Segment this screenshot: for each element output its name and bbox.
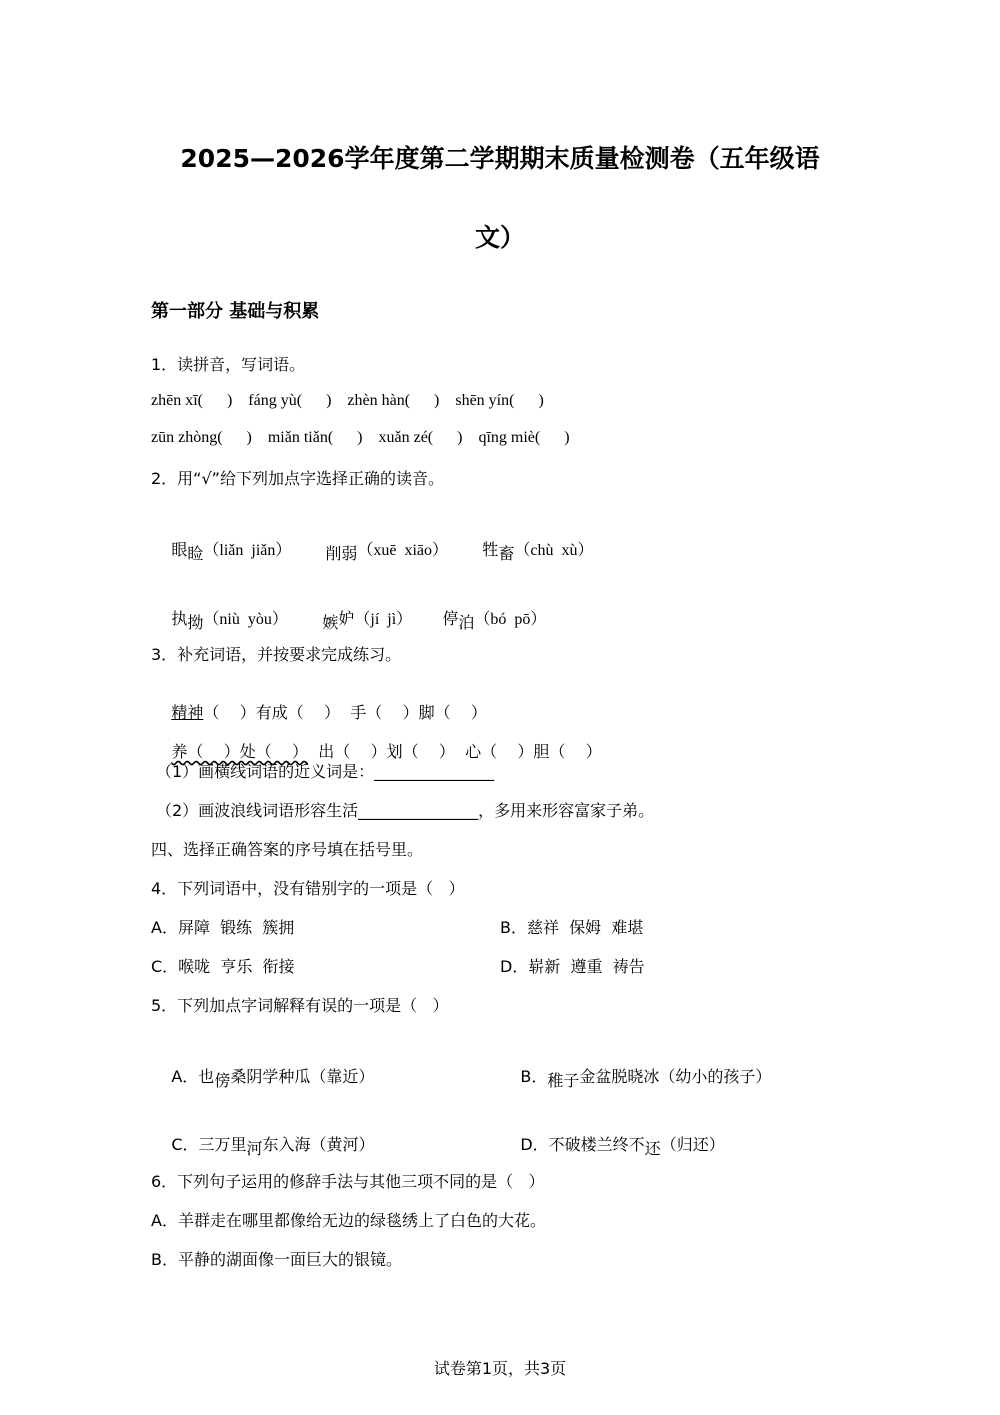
option-text: A．也	[171, 1067, 215, 1086]
option-text: 金盆脱晓冰（幼小的孩子）	[579, 1067, 772, 1086]
item-word-char: 眼	[171, 540, 188, 559]
item-word-char: 执	[171, 609, 188, 628]
question-1-stem: 1．读拼音，写词语。	[151, 355, 306, 374]
item-word-char: 削	[325, 544, 342, 563]
dotted-char: 泊	[458, 613, 475, 632]
question-4-option-b: B．慈祥 保姆 难堪	[500, 918, 644, 937]
pinyin-choices: （niù yòu）	[203, 611, 288, 628]
question-1-pinyin-row1: zhēn xī( ) fáng yù( ) zhèn hàn( ) shēn yín( )	[151, 392, 544, 409]
question-2-item	[151, 587, 288, 648]
question-4-option-c: C．喉咙 亨乐 衔接	[151, 957, 295, 976]
question-4-option-d: D．崭新 遵重 祷告	[500, 957, 645, 976]
option-text: C．三万里	[171, 1135, 247, 1154]
idiom-blanks: （ ）有成（ ） 手（ ）脚（ ）	[203, 703, 487, 722]
question-5-option-d	[500, 1113, 725, 1174]
question-6-stem: 6．下列句子运用的修辞手法与其他三项不同的是（ ）	[151, 1172, 545, 1191]
question-3-stem: 3．补充词语，并按要求完成练习。	[151, 645, 402, 664]
pinyin-choices: （xuē xiāo）	[357, 542, 449, 559]
question-2-item	[462, 518, 593, 579]
pinyin-choices: （bó pō）	[474, 611, 547, 628]
dotted-char: 拗	[187, 613, 204, 632]
pinyin-choices: （liǎn jiǎn）	[203, 542, 292, 559]
page-footer: 试卷第1页，共3页	[433, 1359, 567, 1378]
question-4-option-a: A．屏障 锻练 簇拥	[151, 918, 295, 937]
dotted-char: 畜	[498, 544, 515, 563]
option-text: D．不破楼兰终不	[520, 1135, 645, 1154]
question-2-item	[302, 587, 412, 648]
question-5-stem: 5．下列加点字词解释有误的一项是（ ）	[151, 996, 449, 1015]
dotted-char: 还	[644, 1139, 661, 1158]
item-word-char: 牲	[482, 540, 499, 559]
option-text: B．	[520, 1067, 548, 1086]
pinyin-choices: （chù xù）	[514, 542, 594, 559]
option-text: 东入海（黄河）	[262, 1135, 375, 1154]
question-5-option-b	[500, 1045, 771, 1106]
exam-title-line1: 2025—2026学年度第二学期期末质量检测卷（五年级语	[180, 144, 820, 173]
pinyin-choices: （jí jì）	[354, 611, 413, 628]
question-2-stem: 2．用“√”给下列加点字选择正确的读音。	[151, 469, 444, 488]
dotted-char: 睑	[187, 544, 204, 563]
question-2-item	[422, 587, 546, 648]
question-3-sub2: （2）画波浪线词语形容生活_______________，多用来形容富家子弟。	[156, 801, 655, 820]
question-6-option-b: B．平静的湖面像一面巨大的银镜。	[151, 1250, 402, 1269]
dotted-char: 傍	[214, 1071, 231, 1090]
item-word-char: 停	[442, 609, 459, 628]
option-text: 桑阴学种瓜（靠近）	[230, 1067, 375, 1086]
item-word-char: 妒	[338, 609, 355, 628]
underlined-word: 精神	[171, 703, 204, 722]
question-1-pinyin-row2: zūn zhòng( ) miǎn tiǎn( ) xuǎn zé( ) qīng miè( )	[151, 429, 570, 446]
question-3-sub1: （1）画横线词语的近义词是：_______________	[156, 762, 495, 781]
exam-title-line2: 文）	[474, 223, 525, 252]
dotted-char: 嫉	[322, 613, 339, 632]
option-text: （归还）	[660, 1135, 725, 1154]
question-5-option-a	[151, 1045, 374, 1106]
question-2-item	[305, 518, 448, 579]
section-heading: 第一部分 基础与积累	[151, 301, 320, 322]
dotted-char: 河	[246, 1139, 263, 1158]
question-5-option-c	[151, 1113, 375, 1174]
dotted-char: 稚子	[547, 1071, 580, 1090]
question-2-item	[151, 518, 291, 579]
dotted-char: 弱	[341, 544, 358, 563]
question-4-stem: 4．下列词语中，没有错别字的一项是（ ）	[151, 879, 465, 898]
wavy-underlined-word: 养（ ）处（ ）	[171, 742, 309, 761]
part-4-heading: 四、选择正确答案的序号填在括号里。	[151, 840, 424, 859]
idiom-blanks: 出（ ）划（ ） 心（ ）胆（ ）	[308, 742, 602, 761]
question-6-option-a: A．羊群走在哪里都像给无边的绿毯绣上了白色的大花。	[151, 1211, 546, 1230]
